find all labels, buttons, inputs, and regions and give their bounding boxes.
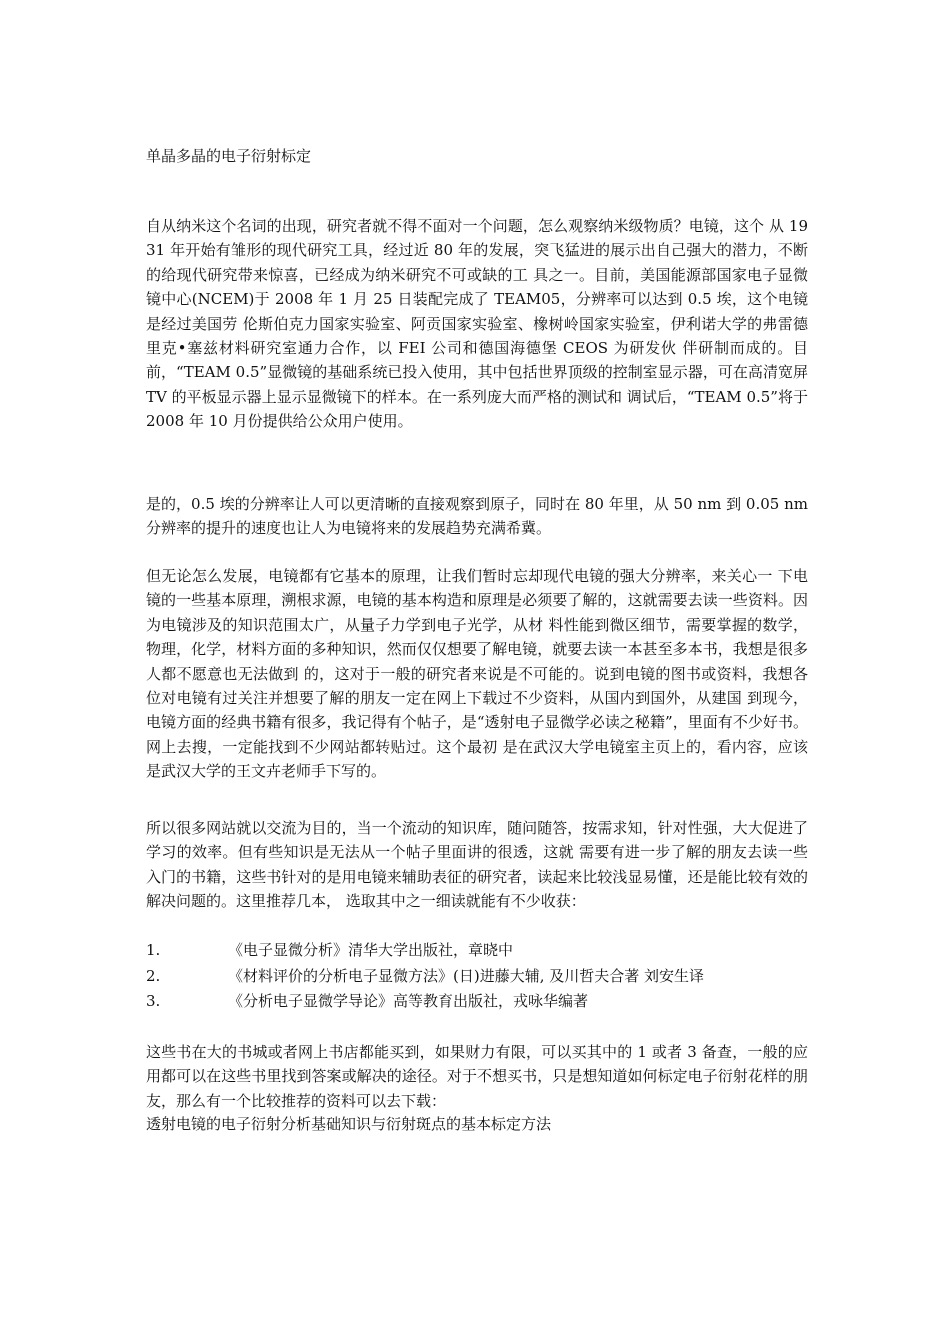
- list-item-text: 《材料评价的分析电子显微方法》(日)进藤大辅, 及川哲夫合著 刘安生译: [228, 966, 705, 985]
- paragraph-recommendation: 所以很多网站就以交流为目的，当一个流动的知识库，随问随答，按需求知，针对性强，大大促进了学习的效率。但有些知识是无法从一个帖子里面讲的很透，这就 需要有进一步了解的朋友去读一些入门的书籍，这些书针对的是用电镜来辅助表征的研究者，读起来比较浅显易懂，还是能比较有效的解决问题的。这里推荐几本， 选取其中之一细读就能有不少收获：: [146, 819, 808, 911]
- list-item: [146, 964, 808, 990]
- paragraph-intro: 自从纳米这个名词的出现，研究者就不得不面对一个问题，怎么观察纳米级物质？电镜，这个 从 1931 年开始有雏形的现代研究工具，经过近 80 年的发展，突飞猛进的展示出自己强大的潜力，不断的给现代研究带来惊喜，已经成为纳米研究不可或缺的工 具之一。目前，美国能源部国家电子显微镜中心(NCEM)于 2008 年 1 月 25 日装配完成了 TEAM05，分辨率可以达到 0.5 埃，这个电镜是经过美国劳 伦斯伯克力国家实验室、阿贡国家实验室、橡树岭国家实验室，伊利诺大学的弗雷德里克•塞兹材料研究室通力合作，以 FEI 公司和德国海德堡 CEOS 为研发伙 伴研制而成的。目前，“TEAM 0.5”显微镜的基础系统已投入使用，其中包括世界顶级的控制室显示器，可在高清宽屏 TV 的平板显示器上显示显微镜下的样本。在一系列庞大而严格的测试和 调试后，“TEAM 0.5”将于 2008 年 10 月份提供给公众用户使用。: [146, 217, 808, 431]
- list-item-number: 3.: [146, 992, 161, 1010]
- resource-title: 透射电镜的电子衍射分析基础知识与衍射斑点的基本标定方法: [146, 1115, 552, 1133]
- paragraph-resolution: 是的，0.5 埃的分辨率让人可以更清晰的直接观察到原子，同时在 80 年里，从 50 nm 到 0.05 nm 分辨率的提升的速度也让人为电镜将来的发展趋势充满希冀。: [146, 495, 809, 538]
- list-item: [146, 938, 808, 964]
- list-item: [146, 989, 808, 1015]
- document-page: [146, 0, 808, 1344]
- paragraph-closing: 这些书在大的书城或者网上书店都能买到，如果财力有限，可以买其中的 1 或者 3 备查，一般的应用都可以在这些书里找到答案或解决的途径。对于不想买书，只是想知道如何标定电子衍射花样的朋友，那么有一个比较推荐的资料可以去下载：: [146, 1043, 808, 1110]
- list-item-text: 《分析电子显微学导论》高等教育出版社，戎咏华编著: [228, 992, 589, 1010]
- list-item-number: 1.: [146, 941, 161, 959]
- document-title: 单晶多晶的电子衍射标定: [146, 147, 312, 165]
- paragraph-principles: 但无论怎么发展，电镜都有它基本的原理，让我们暂时忘却现代电镜的强大分辨率，来关心一 下电镜的一些基本原理，溯根求源，电镜的基本构造和原理是必须要了解的，这就需要去读一些资料。因为电镜涉及的知识范围太广，从量子力学到电子光学，从材 料性能到微区细节，需要掌握的数学，物理，化学，材料方面的多种知识，然而仅仅想要了解电镜，就要去读一本甚至多本书，我想是很多人都不愿意也无法做到 的，这对于一般的研究者来说是不可能的。说到电镜的图书或资料，我想各位对电镜有过关注并想要了解的朋友一定在网上下载过不少资料，从国内到国外，从建国 到现今，电镜方面的经典书籍有很多，我记得有个帖子，是“透射电子显微学必读之秘籍”，里面有不少好书。网上去搜，一定能找到不少网站都转贴过。这个最初 是在武汉大学电镜室主页上的，看内容，应该是武汉大学的王文卉老师手下写的。: [146, 567, 808, 781]
- list-item-number: 2.: [146, 966, 161, 985]
- list-item-text: 《电子显微分析》清华大学出版社，章晓中: [228, 941, 514, 959]
- book-list: [146, 938, 808, 1015]
